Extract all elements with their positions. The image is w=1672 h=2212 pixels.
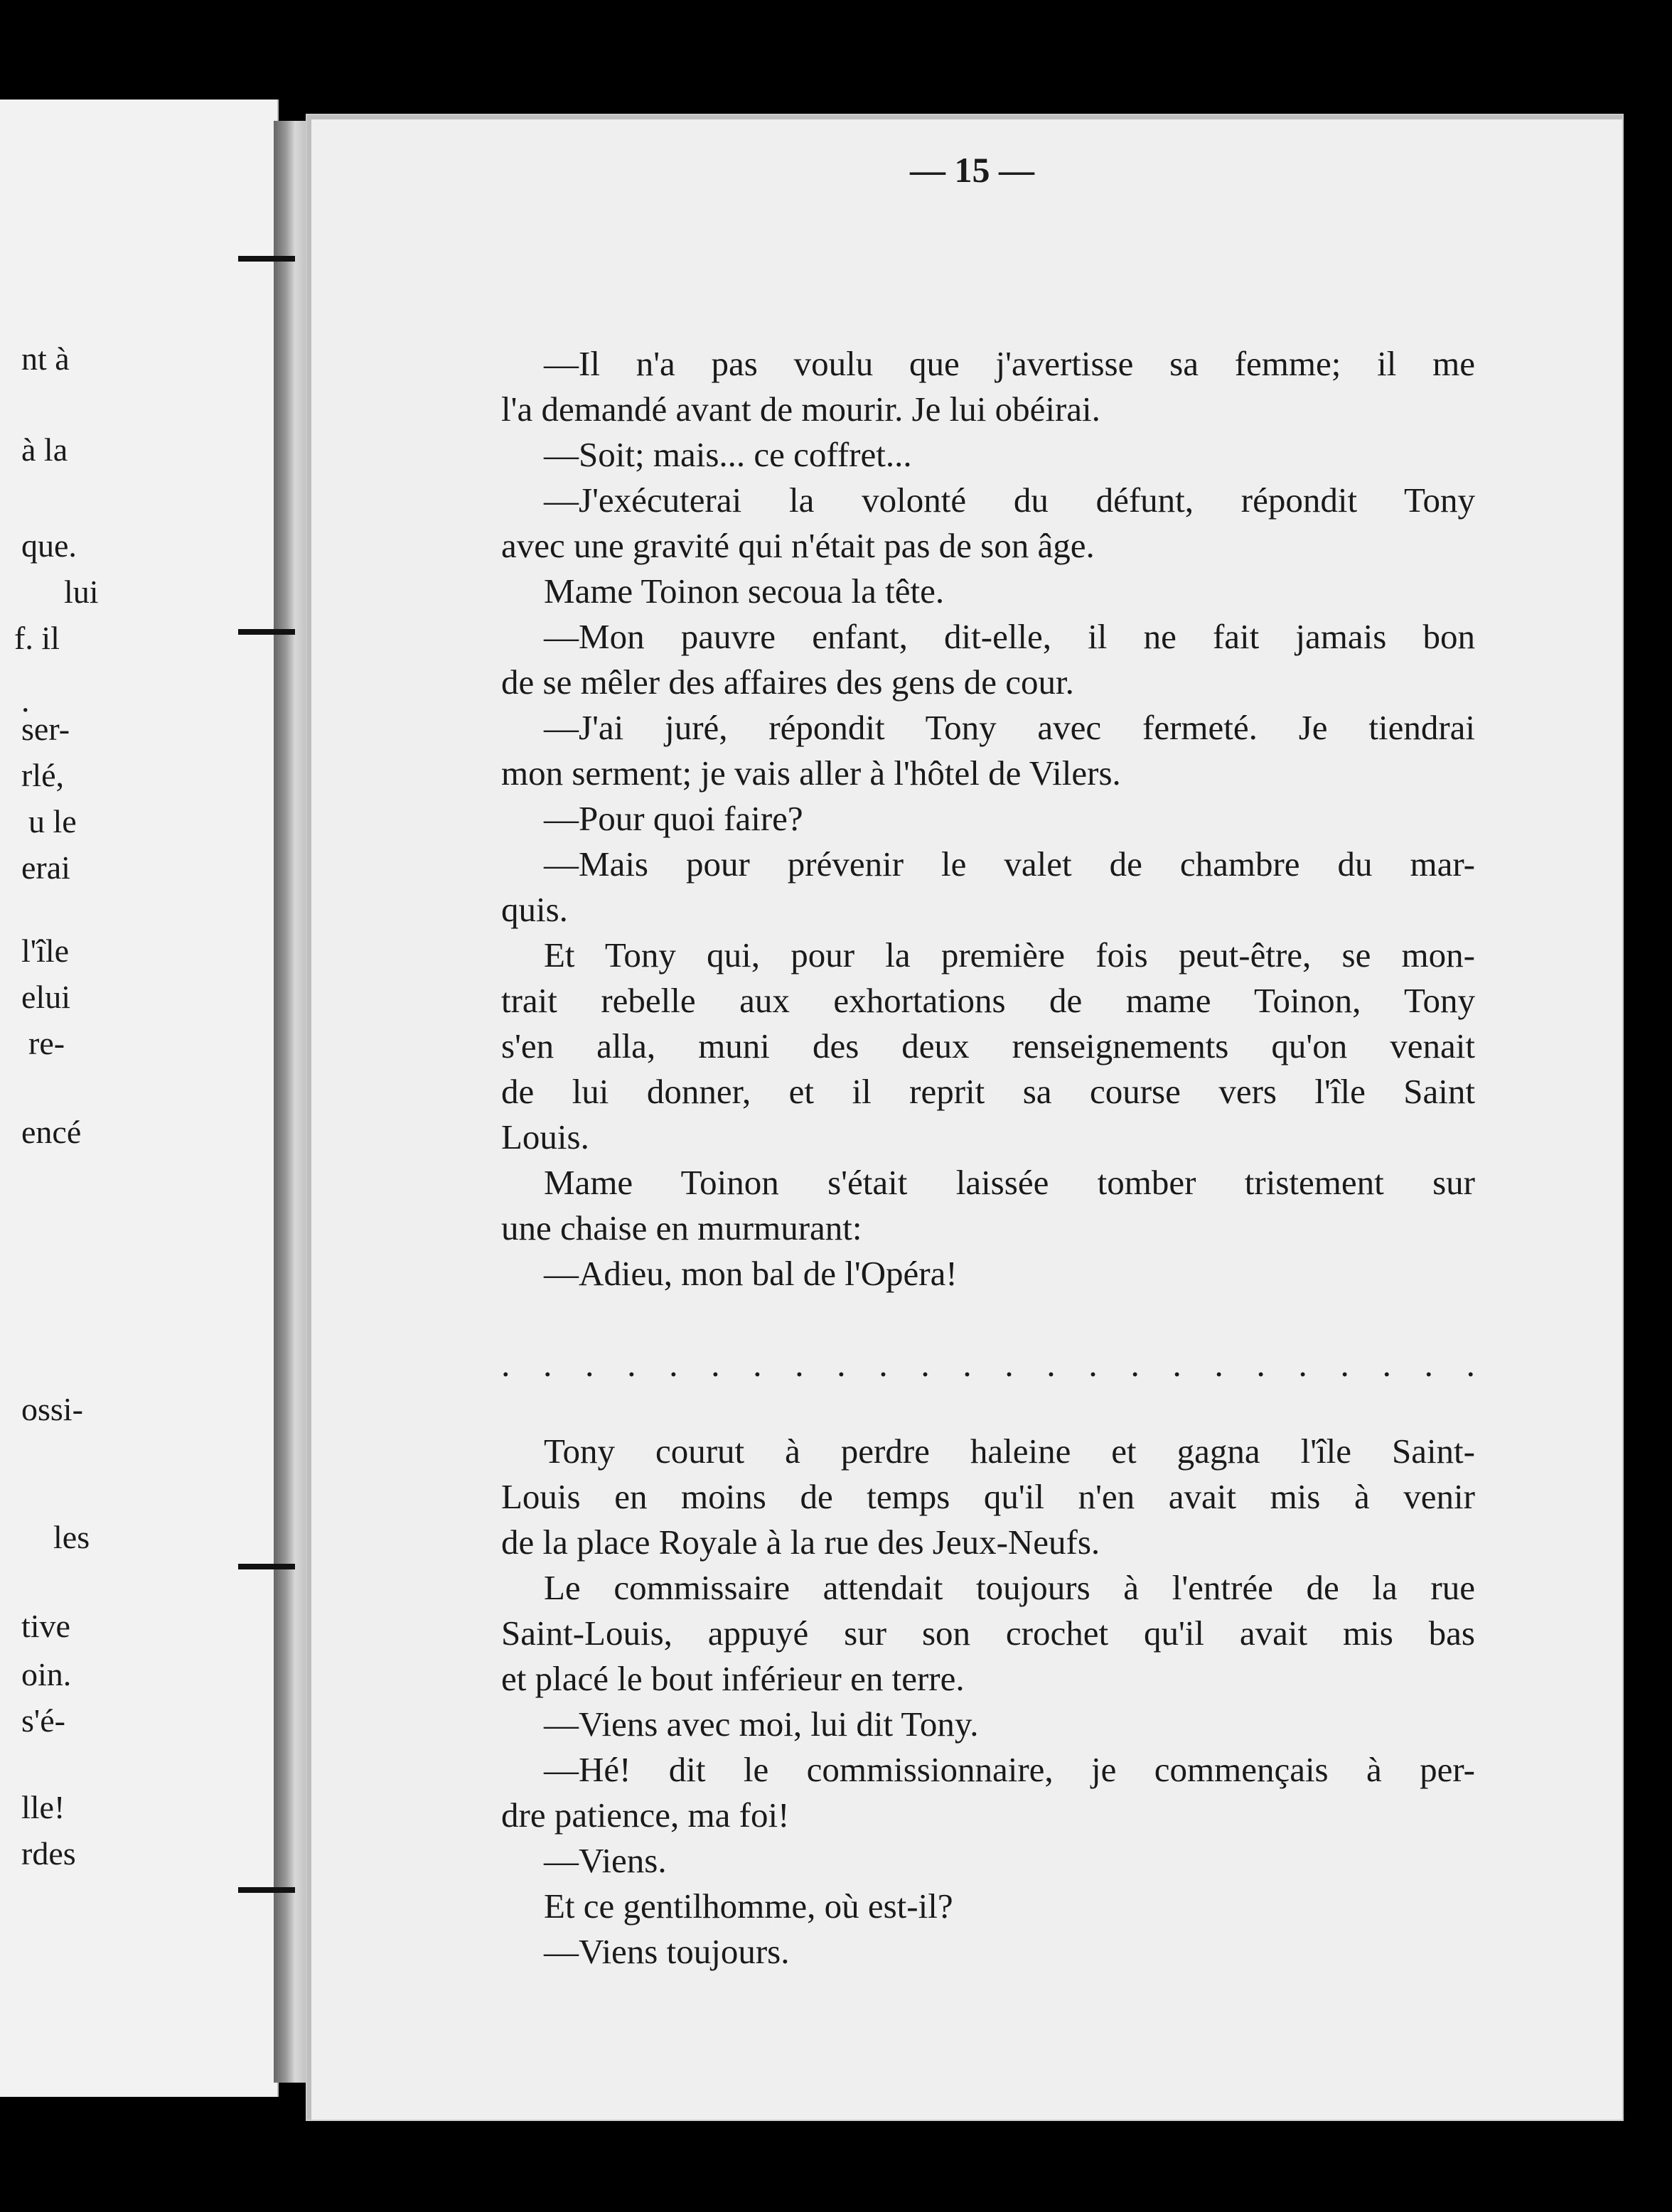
left-page — [0, 100, 279, 2097]
left-page-fragment: nt à — [21, 340, 70, 377]
left-page-fragment: l'île — [21, 933, 70, 969]
text-line: Louis. — [501, 1117, 589, 1156]
gutter-mark — [238, 629, 295, 635]
text-line: —Il n'a pas voulu que j'avertisse sa femme; il me — [544, 344, 1475, 383]
left-page-fragment: rlé, — [21, 757, 65, 793]
section-separator: . . . . . . . . . . . . . . . . . . . . . . . . — [501, 1344, 1475, 1384]
left-page-fragment: les — [53, 1519, 90, 1555]
left-page-fragment: à la — [21, 431, 68, 468]
text-line: Mame Toinon secoua la tête. — [544, 571, 945, 611]
text-line: quis. — [501, 890, 568, 929]
left-page-fragment: . — [21, 682, 30, 719]
body-text-top — [501, 341, 1475, 1296]
text-line: Louis en moins de temps qu'il n'en avait mis à venir — [501, 1477, 1475, 1516]
text-line: —Hé! dit le commissionnaire, je commençais à per- — [544, 1750, 1475, 1789]
left-page-fragment: lui — [64, 574, 99, 610]
text-line: une chaise en murmurant: — [501, 1208, 862, 1247]
left-page-fragment: elui — [21, 979, 70, 1015]
text-line: —Mon pauvre enfant, dit-elle, il ne fait jamais bon — [544, 617, 1475, 656]
text-line: —Pour quoi faire? — [544, 799, 803, 838]
left-page-fragment: s'é- — [21, 1702, 65, 1739]
text-line: l'a demandé avant de mourir. Je lui obéirai. — [501, 390, 1100, 429]
gutter-mark — [238, 1887, 295, 1893]
text-line: —Mais pour prévenir le valet de chambre du mar- — [544, 844, 1475, 884]
left-page-fragment: encé — [21, 1114, 82, 1150]
text-line: de lui donner, et il reprit sa course vers l'île Saint — [501, 1072, 1475, 1111]
text-line: et placé le bout inférieur en terre. — [501, 1659, 965, 1698]
text-line: —J'exécuterai la volonté du défunt, répondit Tony — [544, 480, 1475, 520]
text-line: de se mêler des affaires des gens de cour. — [501, 662, 1074, 702]
left-page-fragment: ser- — [21, 711, 70, 747]
left-page-fragment: erai — [21, 849, 70, 886]
text-line: Et ce gentilhomme, où est-il? — [544, 1886, 953, 1926]
gutter-mark — [238, 1564, 295, 1569]
text-line: —Soit; mais... ce coffret... — [544, 435, 912, 474]
left-page-fragment: re- — [28, 1025, 65, 1061]
text-line: Le commissaire attendait toujours à l'entrée de la rue — [544, 1568, 1475, 1607]
text-line: —Viens toujours. — [544, 1932, 790, 1971]
text-line: dre patience, ma foi! — [501, 1795, 790, 1835]
body-text-bottom — [501, 1429, 1475, 1975]
text-line: de la place Royale à la rue des Jeux-Neufs. — [501, 1523, 1100, 1562]
text-line: Tony courut à perdre haleine et gagna l'île Saint- — [544, 1432, 1475, 1471]
left-page-fragment: rdes — [21, 1835, 76, 1872]
left-page-fragment: u le — [28, 803, 77, 839]
text-line: avec une gravité qui n'était pas de son âge. — [501, 526, 1095, 565]
left-page-fragment: ossi- — [21, 1391, 83, 1427]
left-page-fragment: oin. — [21, 1656, 72, 1692]
text-line: Saint-Louis, appuyé sur son crochet qu'il avait mis bas — [501, 1614, 1475, 1653]
text-line: Mame Toinon s'était laissée tomber tristement sur — [544, 1163, 1475, 1202]
text-line: trait rebelle aux exhortations de mame Toinon, Tony — [501, 981, 1475, 1020]
book-spine — [274, 121, 309, 2083]
page-number: — 15 — — [910, 150, 1034, 190]
text-line: Et Tony qui, pour la première fois peut-être, se mon- — [544, 935, 1475, 975]
text-line: —J'ai juré, répondit Tony avec fermeté. Je tiendrai — [544, 708, 1475, 747]
text-line: mon serment; je vais aller à l'hôtel de Vilers. — [501, 753, 1121, 793]
left-page-fragment: f. il — [14, 620, 60, 656]
gutter-mark — [238, 256, 295, 262]
text-line: s'en alla, muni des deux renseignements qu'on venait — [501, 1026, 1475, 1065]
left-page-fragment: que. — [21, 527, 77, 564]
text-line: —Adieu, mon bal de l'Opéra! — [544, 1254, 958, 1293]
text-line: —Viens avec moi, lui dit Tony. — [544, 1704, 979, 1744]
left-page-fragment: tive — [21, 1608, 70, 1644]
text-line: —Viens. — [544, 1841, 667, 1880]
left-page-fragment: lle! — [21, 1789, 65, 1825]
